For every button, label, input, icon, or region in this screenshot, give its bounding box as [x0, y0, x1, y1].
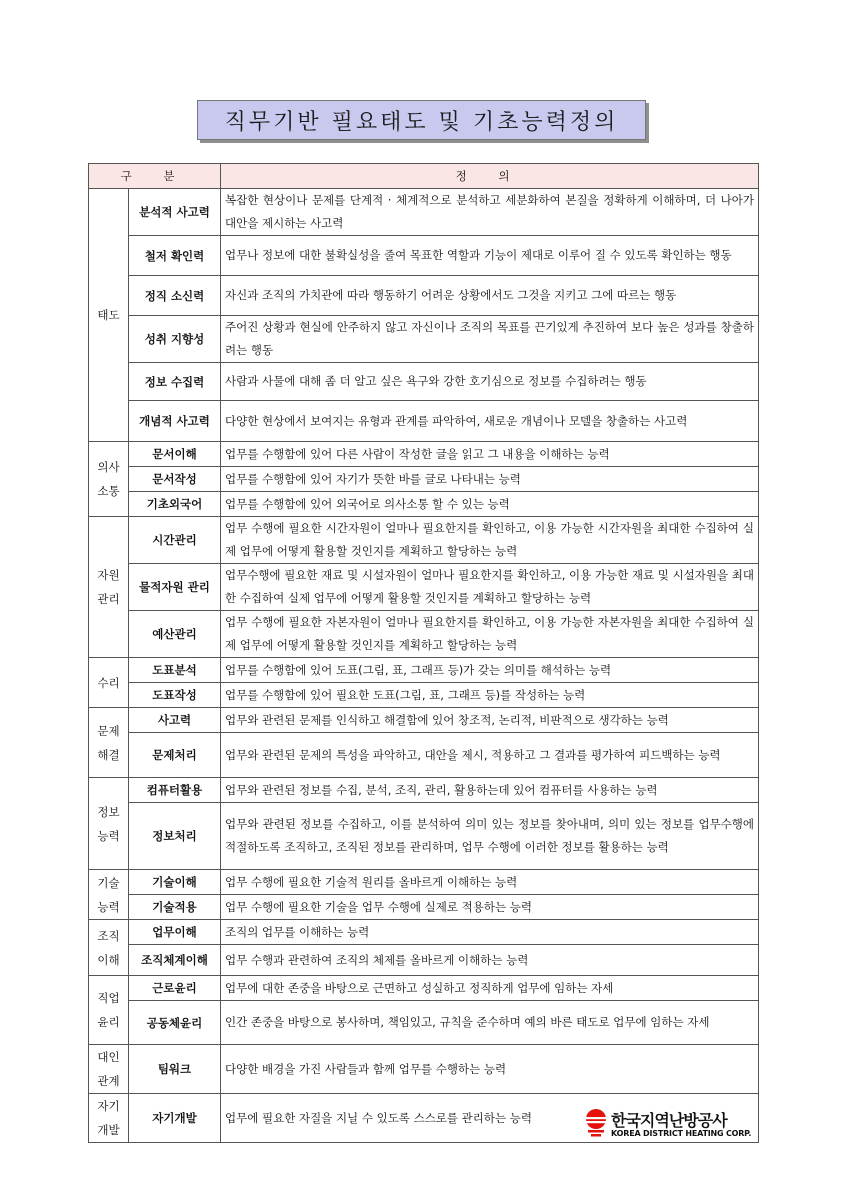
table-row	[89, 467, 759, 492]
category-cell: 대인 관계	[89, 1045, 129, 1094]
competency-definition: 업무에 대한 존중을 바탕으로 근면하고 성실하고 정직하게 업무에 임하는 자세	[221, 976, 759, 1001]
competency-name: 기술적용	[129, 895, 221, 920]
competency-name: 자기개발	[129, 1094, 221, 1143]
competency-definition: 업무나 정보에 대한 불확실성을 줄여 목표한 역할과 기능이 제대로 이루어 질 수 있도록 확인하는 행동	[221, 236, 759, 276]
competency-definition: 업무와 관련된 문제의 특성을 파악하고, 대안을 제시, 적용하고 그 결과를 평가하여 피드백하는 능력	[221, 733, 759, 778]
competency-definition: 업무를 수행함에 있어 자기가 뜻한 바를 글로 나타내는 능력	[221, 467, 759, 492]
header-category: 구 분	[89, 164, 221, 189]
table-row	[89, 363, 759, 401]
page-title: 직무기반 필요태도 및 기초능력정의	[197, 100, 646, 140]
competency-name: 도표작성	[129, 683, 221, 708]
logo-english-text: KOREA DISTRICT HEATING CORP.	[611, 1129, 752, 1138]
table-row	[89, 683, 759, 708]
table-row	[89, 517, 759, 564]
company-logo	[585, 1108, 755, 1142]
competency-definition: 주어진 상황과 현실에 안주하지 않고 자신이나 조직의 목표를 끈기있게 추진하여 보다 높은 성과를 창출하려는 행동	[221, 316, 759, 363]
category-cell: 수리	[89, 658, 129, 708]
competency-name: 시간관리	[129, 517, 221, 564]
table-row	[89, 803, 759, 870]
table-row	[89, 189, 759, 236]
table-row	[89, 870, 759, 895]
category-cell: 자원 관리	[89, 517, 129, 658]
header-definition: 정 의	[221, 164, 759, 189]
table-row	[89, 708, 759, 733]
competency-definition: 업무 수행에 필요한 기술을 업무 수행에 실제로 적용하는 능력	[221, 895, 759, 920]
competency-definition: 업무에 필요한 자질을 지닐 수 있도록 스스로를 관리하는 능력	[221, 1094, 759, 1143]
table-row	[89, 236, 759, 276]
table-row	[89, 1045, 759, 1094]
category-cell: 조직 이해	[89, 920, 129, 976]
table-row	[89, 895, 759, 920]
table-row	[89, 276, 759, 316]
table-row	[89, 1001, 759, 1045]
competency-name: 정보처리	[129, 803, 221, 870]
competency-name: 근로윤리	[129, 976, 221, 1001]
competency-name: 철저 확인력	[129, 236, 221, 276]
competency-name: 분석적 사고력	[129, 189, 221, 236]
table-row	[89, 492, 759, 517]
competency-name: 사고력	[129, 708, 221, 733]
competency-name: 컴퓨터활용	[129, 778, 221, 803]
competency-name: 정직 소신력	[129, 276, 221, 316]
competency-definition: 업무를 수행함에 있어 외국어로 의사소통 할 수 있는 능력	[221, 492, 759, 517]
competency-name: 업무이해	[129, 920, 221, 945]
category-cell: 의사 소통	[89, 442, 129, 517]
competency-definition: 업무수행에 필요한 재료 및 시설자원이 얼마나 필요한지를 확인하고, 이용 가능한 재료 및 시설자원을 최대한 수집하여 실제 업무에 어떻게 활용할 것인지를 계획하고 할당하는 능력	[221, 564, 759, 611]
competency-name: 문서이해	[129, 442, 221, 467]
competency-definition: 업무와 관련된 문제를 인식하고 해결함에 있어 창조적, 논리적, 비판적으로 생각하는 능력	[221, 708, 759, 733]
competency-name: 예산관리	[129, 611, 221, 658]
table-row	[89, 316, 759, 363]
table-row	[89, 920, 759, 945]
competency-definition: 업무와 관련된 정보를 수집, 분석, 조직, 관리, 활용하는데 있어 컴퓨터를 사용하는 능력	[221, 778, 759, 803]
category-cell: 태도	[89, 189, 129, 442]
competency-name: 조직체계이해	[129, 945, 221, 976]
category-cell: 문제 해결	[89, 708, 129, 778]
table-header-row	[89, 164, 759, 189]
table-row	[89, 401, 759, 442]
table-row	[89, 611, 759, 658]
competency-definition: 업무 수행에 필요한 자본자원이 얼마나 필요한지를 확인하고, 이용 가능한 자본자원을 최대한 수집하여 실제 업무에 어떻게 활용할 것인지를 계획하고 할당하는 능력	[221, 611, 759, 658]
table-row	[89, 945, 759, 976]
competency-definition: 업무를 수행함에 있어 필요한 도표(그림, 표, 그래프 등)를 작성하는 능력	[221, 683, 759, 708]
competency-name: 기술이해	[129, 870, 221, 895]
competency-name: 팀워크	[129, 1045, 221, 1094]
competency-definition: 복잡한 현상이나 문제를 단계적 · 체계적으로 분석하고 세분화하여 본질을 정확하게 이해하며, 더 나아가 대안을 제시하는 사고력	[221, 189, 759, 236]
competency-definition: 업무 수행에 필요한 시간자원이 얼마나 필요한지를 확인하고, 이용 가능한 시간자원을 최대한 수집하여 실제 업무에 어떻게 활용할 것인지를 계획하고 할당하는 능력	[221, 517, 759, 564]
competency-definition: 사람과 사물에 대해 좀 더 알고 싶은 욕구와 강한 호기심으로 정보를 수집하려는 행동	[221, 363, 759, 401]
competency-name: 물적자원 관리	[129, 564, 221, 611]
competency-table	[88, 163, 759, 1143]
competency-definition: 다양한 배경을 가진 사람들과 함께 업무를 수행하는 능력	[221, 1045, 759, 1094]
competency-name: 기초외국어	[129, 492, 221, 517]
competency-definition: 자신과 조직의 가치관에 따라 행동하기 어려운 상황에서도 그것을 지키고 그에 따르는 행동	[221, 276, 759, 316]
competency-name: 정보 수집력	[129, 363, 221, 401]
category-cell: 기술 능력	[89, 870, 129, 920]
category-cell: 정보 능력	[89, 778, 129, 870]
competency-name: 문서작성	[129, 467, 221, 492]
category-cell: 자기 개발	[89, 1094, 129, 1143]
competency-name: 개념적 사고력	[129, 401, 221, 442]
district-heating-logo-icon	[585, 1108, 609, 1138]
logo-korean-text: 한국지역난방공사	[611, 1111, 727, 1130]
competency-definition: 업무를 수행함에 있어 다른 사람이 작성한 글을 읽고 그 내용을 이해하는 능력	[221, 442, 759, 467]
competency-name: 도표분석	[129, 658, 221, 683]
competency-name: 공동체윤리	[129, 1001, 221, 1045]
competency-definition: 업무를 수행함에 있어 도표(그림, 표, 그래프 등)가 갖는 의미를 해석하는 능력	[221, 658, 759, 683]
table-body	[89, 189, 759, 1143]
competency-definition: 다양한 현상에서 보여지는 유형과 관계를 파악하여, 새로운 개념이나 모델을 창출하는 사고력	[221, 401, 759, 442]
table-row	[89, 442, 759, 467]
table-row	[89, 733, 759, 778]
category-cell: 직업 윤리	[89, 976, 129, 1045]
competency-definition: 업무 수행에 필요한 기술적 원리를 올바르게 이해하는 능력	[221, 870, 759, 895]
competency-definition: 조직의 업무를 이해하는 능력	[221, 920, 759, 945]
table-row	[89, 564, 759, 611]
table-row	[89, 778, 759, 803]
table-row	[89, 976, 759, 1001]
competency-name: 문제처리	[129, 733, 221, 778]
competency-definition: 업무 수행과 관련하여 조직의 체제를 올바르게 이해하는 능력	[221, 945, 759, 976]
competency-definition: 업무와 관련된 정보를 수집하고, 이를 분석하여 의미 있는 정보를 찾아내며, 의미 있는 정보를 업무수행에 적절하도록 조직하고, 조직된 정보를 관리하며, 업무 수행에 이러한 정보를 활용하는 능력	[221, 803, 759, 870]
competency-name: 성취 지향성	[129, 316, 221, 363]
competency-definition: 인간 존중을 바탕으로 봉사하며, 책임있고, 규칙을 준수하며 예의 바른 태도로 업무에 임하는 자세	[221, 1001, 759, 1045]
table-row	[89, 658, 759, 683]
